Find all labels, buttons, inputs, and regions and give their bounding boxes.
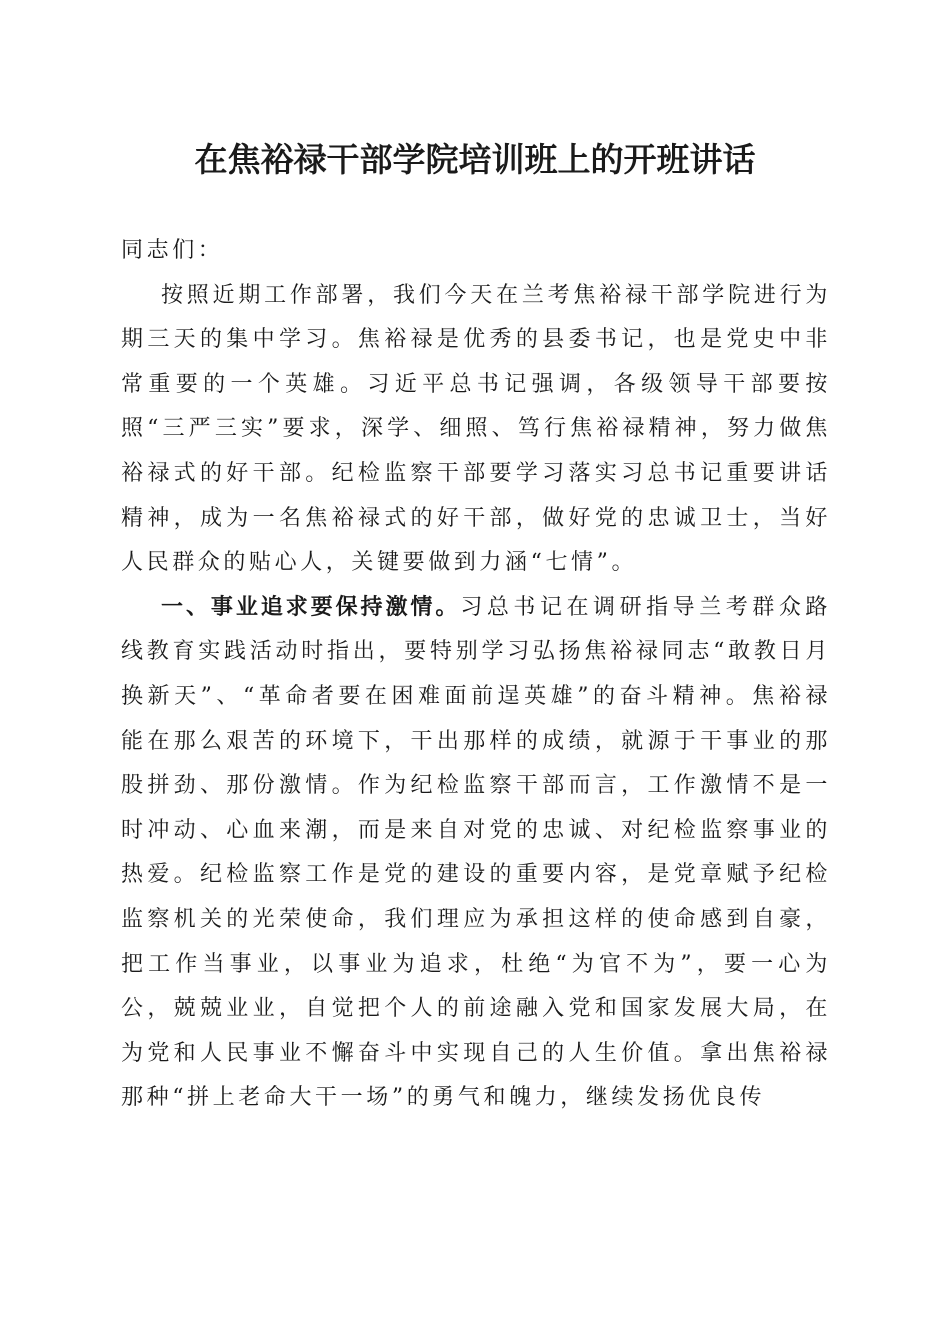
section-1-text: 习总书记在调研指导兰考群众路线教育实践活动时指出，要特别学习弘扬焦裕禄同志“敢教日月换新天”、“革命者要在困难面前逞英雄”的奋斗精神。焦裕禄能在那么艰苦的环境下，干出那样的成绩，就源于干事业的那股拼劲、那份激情。作为纪检监察干部而言，工作激情不是一时冲动、心血来潮，而是来自对党的忠诚、对纪检监察事业的热爱。纪检监察工作是党的建设的重要内容，是党章赋予纪检监察机关的光荣使命，我们理应为承担这样的使命感到自豪，把工作当事业，以事业为追求，杜绝“为官不为”，要一心为公，兢兢业业，自觉把个人的前途融入党和国家发展大局，在为党和人民事业不懈奋斗中实现自己的人生价值。拿出焦裕禄那种“拼上老命大干一场”的勇气和魄力，继续发扬优良传 <box>121 594 831 1111</box>
section-1-heading: 一、事业追求要保持激情。 <box>161 594 461 620</box>
salutation: 同志们： <box>121 238 224 263</box>
document-title: 在焦裕禄干部学院培训班上的开班讲话 <box>194 140 756 179</box>
section-1-paragraph <box>121 586 831 1121</box>
document-body <box>121 229 831 1121</box>
intro-paragraph: 按照近期工作部署，我们今天在兰考焦裕禄干部学院进行为期三天的集中学习。焦裕禄是优秀的县委书记，也是党史中非常重要的一个英雄。习近平总书记强调，各级领导干部要按照“三严三实”要求，深学、细照、笃行焦裕禄精神，努力做焦裕禄式的好干部。纪检监察干部要学习落实习总书记重要讲话精神，成为一名焦裕禄式的好干部，做好党的忠诚卫士，当好人民群众的贴心人，关键要做到力涵“七情”。 <box>121 282 831 576</box>
